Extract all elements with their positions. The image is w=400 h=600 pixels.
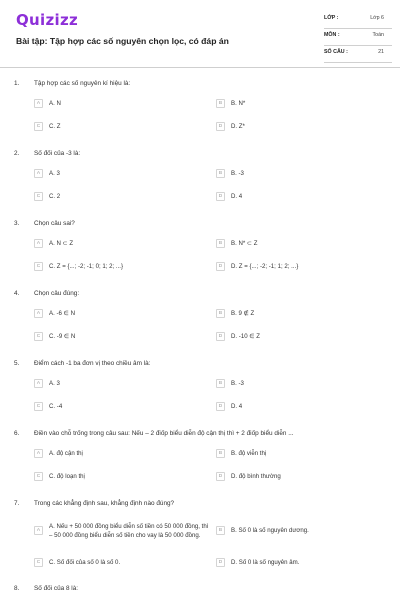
option-text: D. Z* [231, 123, 245, 130]
option-text: C. độ loạn thị [49, 473, 85, 480]
question-number: 6. [14, 430, 20, 437]
question-number: 3. [14, 220, 20, 227]
question-text: Điểm cách -1 ba đơn vị theo chiều âm là: [34, 360, 151, 367]
option-letter-box: C [34, 402, 43, 411]
option-letter-box: C [34, 122, 43, 131]
quizizz-logo: Quizizz [16, 11, 79, 29]
option-text: D. độ bình thường [231, 473, 281, 480]
meta-value: 21 [378, 49, 384, 55]
option-letter-box: B [216, 239, 225, 248]
meta-label: MÔN : [324, 32, 340, 38]
option-letter-box: A [34, 169, 43, 178]
option-text: B. -3 [231, 380, 244, 387]
option-letter-box: C [34, 332, 43, 341]
option-text: A. 3 [49, 170, 60, 177]
meta-row-question-count [324, 46, 392, 63]
option-letter-box: A [34, 526, 43, 535]
question-text: Điền vào chỗ trống trong câu sau: Nếu – 2 điốp biểu diễn độ cận thị thì + 2 điốp biểu diễn ... [34, 430, 294, 437]
option-letter-box: A [34, 379, 43, 388]
meta-row-class [324, 12, 392, 29]
option-text: C. Số đối của số 0 là số 0. [49, 559, 121, 566]
option-text: B. N* ⊂ Z [231, 240, 258, 247]
option-letter-box: D [216, 122, 225, 131]
option-text: B. N* [231, 100, 246, 107]
question-text: Chọn câu đúng: [34, 290, 80, 297]
question-text: Trong các khẳng định sau, khẳng định nào đúng? [34, 500, 175, 507]
option-text: D. Z = {...; -2; -1; 1; 2; ...} [231, 263, 299, 270]
question-number: 8. [14, 585, 20, 592]
meta-table [324, 12, 392, 63]
option-text: D. -10 ∈ Z [231, 333, 261, 340]
option-text: C. -9 ∈ N [49, 333, 76, 340]
option-letter-box: D [216, 192, 225, 201]
option-letter-box: B [216, 169, 225, 178]
meta-label: SỐ CÂU : [324, 49, 348, 55]
option-letter-box: D [216, 402, 225, 411]
meta-label: LỚP : [324, 15, 339, 21]
option-text: B. Số 0 là số nguyên dương. [231, 527, 309, 534]
meta-row-subject [324, 29, 392, 46]
option-text: A. 3 [49, 380, 60, 387]
option-letter-box: B [216, 379, 225, 388]
option-text: C. 2 [49, 193, 61, 200]
page-title: Bài tập: Tập hợp các số nguyên chọn lọc, có đáp án [16, 36, 229, 46]
question-text: Số đối của -3 là: [34, 150, 81, 157]
option-text: C. Z [49, 123, 61, 130]
option-letter-box: A [34, 239, 43, 248]
question-text: Số đối của 8 là: [34, 585, 79, 592]
option-text: A. độ cận thị [49, 450, 83, 457]
question-text: Tập hợp các số nguyên kí hiệu là: [34, 80, 131, 87]
question-number: 5. [14, 360, 20, 367]
option-letter-box: D [216, 332, 225, 341]
option-text: A. N ⊂ Z [49, 240, 74, 247]
option-letter-box: C [34, 558, 43, 567]
option-letter-box: A [34, 449, 43, 458]
option-text: A. -6 ∈ N [49, 310, 75, 317]
option-text: B. 9 ∉ Z [231, 310, 255, 317]
meta-value: Toán [372, 32, 384, 38]
option-text: D. Số 0 là số nguyên âm. [231, 559, 300, 566]
meta-value: Lớp 6 [370, 15, 384, 21]
option-text: C. Z = {...; -2; -1; 0; 1; 2; ...} [49, 263, 124, 270]
option-letter-box: C [34, 472, 43, 481]
option-text: D. 4 [231, 193, 243, 200]
option-letter-box: D [216, 558, 225, 567]
option-letter-box: A [34, 99, 43, 108]
option-letter-box: C [34, 192, 43, 201]
option-text: B. độ viễn thị [231, 450, 267, 457]
option-letter-box: A [34, 309, 43, 318]
question-number: 1. [14, 80, 20, 87]
question-number: 7. [14, 500, 20, 507]
option-letter-box: C [34, 262, 43, 271]
question-number: 2. [14, 150, 20, 157]
option-text: C. -4 [49, 403, 63, 410]
option-letter-box: B [216, 309, 225, 318]
option-letter-box: B [216, 99, 225, 108]
question-number: 4. [14, 290, 20, 297]
option-letter-box: B [216, 449, 225, 458]
question-text: Chọn câu sai? [34, 220, 75, 227]
option-text: B. -3 [231, 170, 244, 177]
option-letter-box: D [216, 262, 225, 271]
option-text: A. Nếu + 50 000 đồng biểu diễn số tiền có 50 000 đồng, thì – 50 000 đồng biểu diễn số tiền cho vay là 50 000 đồng. [49, 523, 209, 539]
worksheet-header [0, 0, 400, 68]
option-text: A. N [49, 100, 61, 107]
option-letter-box: D [216, 472, 225, 481]
option-text: D. 4 [231, 403, 243, 410]
option-letter-box: B [216, 526, 225, 535]
